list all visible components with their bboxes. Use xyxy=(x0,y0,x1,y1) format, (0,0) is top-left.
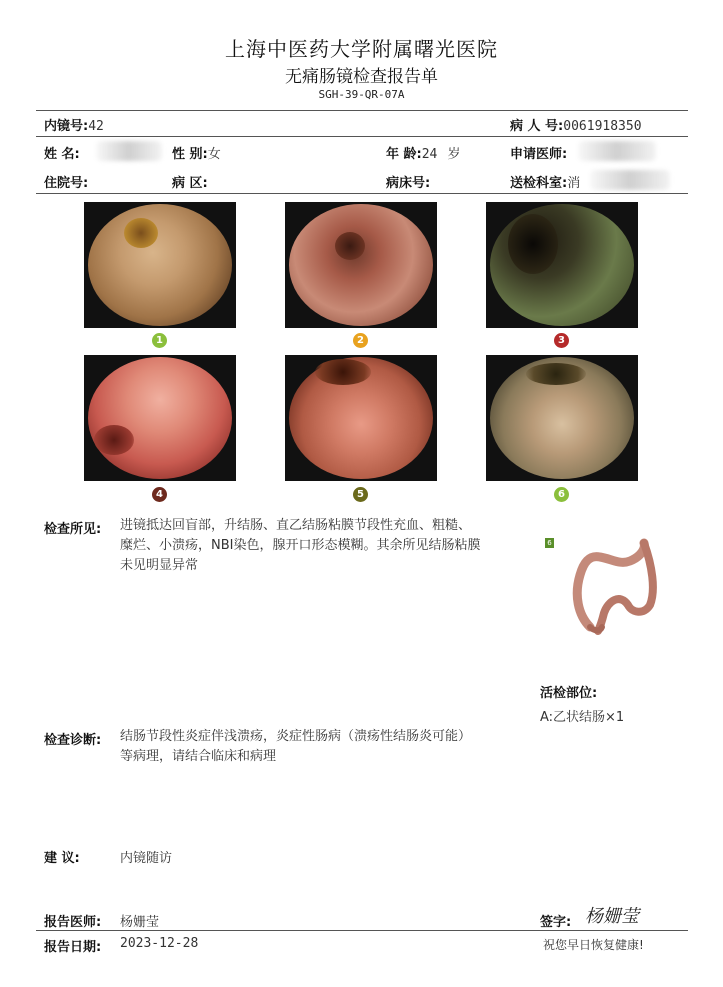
biopsy-label: 活检部位: xyxy=(540,686,598,701)
findings-line-2: 糜烂、小溃疡，NBI染色，腺开口形态模糊。其余所见结肠粘膜 xyxy=(120,538,481,553)
findings-text xyxy=(120,516,540,576)
image-number-5: 5 xyxy=(353,487,368,502)
endo-no-label: 内镜号: xyxy=(44,119,89,134)
ward-label: 病 区: xyxy=(172,176,208,191)
image-number-1: 1 xyxy=(152,333,167,348)
ward-field xyxy=(172,172,208,191)
biopsy-value: A:乙状结肠×1 xyxy=(540,710,625,725)
advice-value: 内镜随访 xyxy=(120,851,173,866)
redacted-doctor xyxy=(578,141,656,161)
diagnosis-label: 检查诊断: xyxy=(44,733,102,748)
endo-no-field xyxy=(44,115,104,134)
dept-label: 送检科室: xyxy=(510,176,568,191)
endoscopy-image-2 xyxy=(285,202,437,328)
wish-text: 祝您早日恢复健康! xyxy=(543,938,644,952)
handwritten-signature: 杨姗莹 xyxy=(585,906,639,927)
findings-label: 检查所见: xyxy=(44,522,102,537)
redacted-dept xyxy=(590,170,670,190)
sex-value: 女 xyxy=(207,147,221,162)
diagnosis-line-1: 结肠节段性炎症伴浅溃疡，炎症性肠病（溃疡性结肠炎可能） xyxy=(120,729,472,744)
bed-field xyxy=(386,172,430,191)
age-value: 24 xyxy=(421,147,438,162)
report-doctor-label: 报告医师: xyxy=(44,915,102,930)
report-date-label: 报告日期: xyxy=(44,940,102,955)
advice-label: 建 议: xyxy=(44,851,80,866)
endo-no-value: 42 xyxy=(88,119,104,134)
signature-label: 签字: xyxy=(540,915,572,930)
doctor-label: 申请医师: xyxy=(510,147,568,162)
sex-label: 性 别: xyxy=(172,147,208,162)
dept-value: 消 xyxy=(567,176,581,191)
name-field xyxy=(44,143,80,162)
image-number-2: 2 xyxy=(353,333,368,348)
age-label: 年 龄: xyxy=(386,147,422,162)
endoscopy-image-5 xyxy=(285,355,437,481)
dept-field xyxy=(510,172,580,191)
findings-line-1: 进镜抵达回盲部，升结肠、直乙结肠粘膜节段性充血、粗糙、 xyxy=(120,518,472,533)
age-field xyxy=(386,143,461,162)
image-number-4: 4 xyxy=(152,487,167,502)
admission-field xyxy=(44,172,88,191)
info-rule-2 xyxy=(36,193,688,194)
name-label: 姓 名: xyxy=(44,147,80,162)
form-code: SGH-39-QR-07A xyxy=(318,88,405,101)
report-title: 无痛肠镜检查报告单 xyxy=(285,67,438,87)
endoscopy-image-6 xyxy=(486,355,638,481)
patient-no-value: 0061918350 xyxy=(563,119,642,134)
bed-label: 病床号: xyxy=(386,176,431,191)
doctor-field xyxy=(510,143,567,162)
admission-label: 住院号: xyxy=(44,176,89,191)
diagnosis-text xyxy=(120,727,540,767)
hospital-name: 上海中医药大学附属曙光医院 xyxy=(225,37,498,61)
patient-no-field xyxy=(510,115,642,134)
endoscopy-image-1 xyxy=(84,202,236,328)
diagram-marker: 6 xyxy=(545,538,554,548)
info-rule-1 xyxy=(36,136,688,137)
diagnosis-line-2: 等病理，请结合临床和病理 xyxy=(120,749,277,764)
report-doctor-value: 杨姗莹 xyxy=(120,915,160,930)
endoscopy-image-4 xyxy=(84,355,236,481)
footer-rule xyxy=(36,930,688,931)
image-number-3: 3 xyxy=(554,333,569,348)
sex-field xyxy=(172,143,221,162)
patient-no-label: 病 人 号: xyxy=(510,119,564,134)
image-number-6: 6 xyxy=(554,487,569,502)
report-date-value: 2023-12-28 xyxy=(120,936,199,951)
redacted-name xyxy=(96,141,162,161)
findings-line-3: 未见明显异常 xyxy=(120,558,199,573)
age-unit: 岁 xyxy=(447,147,461,162)
colon-diagram xyxy=(560,535,680,635)
endoscopy-image-3 xyxy=(486,202,638,328)
header-rule xyxy=(36,110,688,111)
